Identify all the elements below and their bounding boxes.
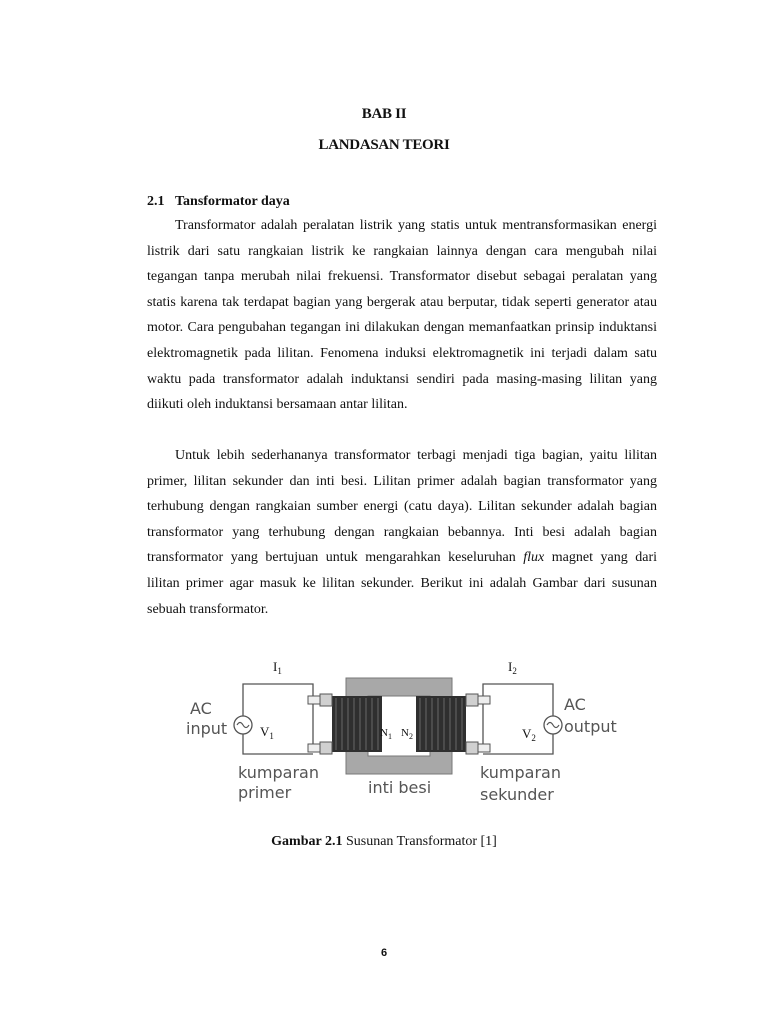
section-heading [147,194,290,210]
label-secondary-2: sekunder [480,785,554,804]
label-v1: $V_1$ [260,724,274,741]
label-v2: $V_2$ [522,726,536,743]
chapter-title: LANDASAN TEORI [318,137,450,153]
figure-caption-text: Susunan Transformator [1] [342,834,497,849]
chapter-heading: BAB II [361,106,407,122]
paragraph-1: Transformator adalah peralatan listrik yang statis untuk mentransformasikan energi listrik dari satu rangkaian listrik ke rangkaian lainnya dengan cara mengubah nilai tegangan tanpa merubah nilai frekuensi. Transformator disebut sebagai peralatan yang statis karena tak terdapat bagian yang bergerak atau berputar, tidak seperti generator atau motor. Cara pengubahan tegangan ini dilakukan dengan memanfaatkan prinsip induktansi elektromagnetik pada lilitan. Fenomena induksi elektromagnetik ini terjadi dalam satu waktu pada transformator adalah induktansi sendiri pada masing-masing lilitan yang diikuti oleh induktansi bersamaan antar lilitan. [147,218,657,413]
label-primary-2: primer [238,783,292,802]
paragraph-2-start: Untuk lebih sederhananya transformator terbagi menjadi tiga bagian, yaitu lilitan primer, lilitan sekunder dan inti besi. Lilitan primer adalah bagian transformator yang terhubung dengan rangkaian sumber energi (catu daya). Lilitan sekunder adalah bagian transformator yang terhubung dengan rangkaian bebannya. Inti besi adalah bagian transformator yang bertujuan untuk mengarahkan keseluruhan [147,448,657,566]
secondary-coil [416,694,490,754]
paragraph-2 [147,443,657,622]
label-n1: $N_1$ [380,727,392,741]
label-primary-1: kumparan [238,763,319,782]
label-ac-output-1: AC [564,695,586,714]
page-number: 6 [380,947,388,959]
label-core: inti besi [368,778,432,797]
section-number: 2.1 [147,194,165,209]
label-i2: $I_2$ [508,659,517,676]
ac-input-source-icon [234,716,252,734]
label-n2: $N_2$ [401,727,413,741]
label-ac-output-2: output [564,717,617,736]
label-ac-input-2: input [186,719,228,738]
figure-caption [0,834,768,850]
paragraph-2-end: magnet yang dari lilitan primer agar masuk ke lilitan sekunder. Berikut ini adalah Gambar dari susunan sebuah transformator. [147,550,657,617]
label-i1: $I_1$ [273,659,282,676]
transformer-diagram [168,644,628,814]
ac-output-source-icon [544,716,562,734]
label-secondary-1: kumparan [480,763,561,782]
label-ac-input-1: AC [190,699,212,718]
section-title: Tansformator daya [175,194,290,209]
figure-caption-label: Gambar 2.1 [271,834,343,849]
flux-term: flux [523,550,545,566]
primary-coil [308,694,382,754]
